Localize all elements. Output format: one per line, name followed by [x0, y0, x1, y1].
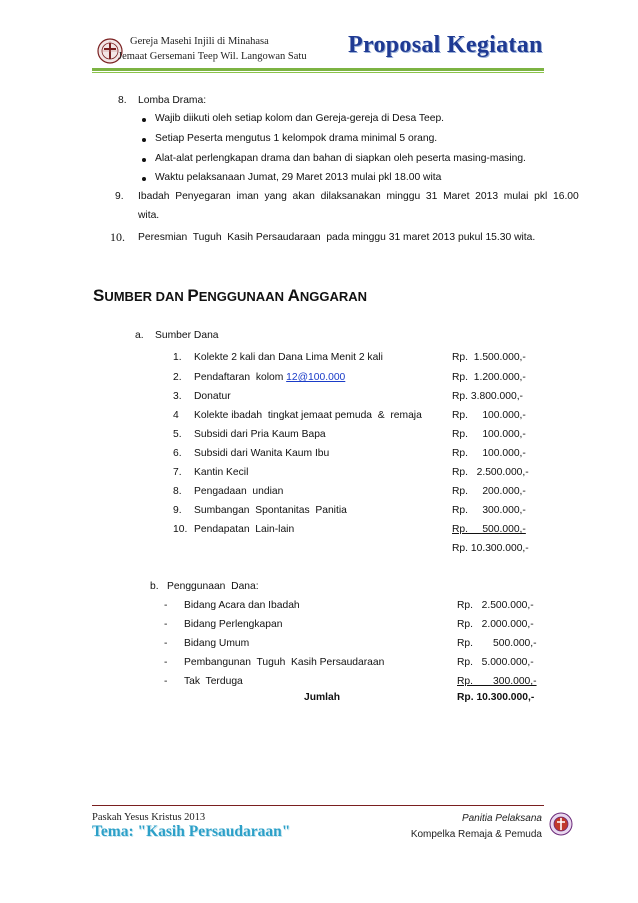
youth-logo-icon [549, 812, 573, 836]
table-row-number: 3. [173, 391, 182, 402]
table-row-dash: - [164, 638, 168, 649]
penggunaan-title: Penggunaan Dana: [167, 581, 259, 592]
item8-title: Lomba Drama: [138, 95, 207, 106]
item9-line1: Ibadah Penyegaran iman yang akan dilaksanakan minggu 31 Maret 2013 mulai pkl 16.00 [138, 191, 579, 202]
header-rule-thin [92, 72, 544, 73]
header-rule [92, 68, 544, 71]
table-row-amount: Rp. 2.500.000,- [452, 467, 529, 478]
item8-number: 8. [118, 95, 127, 106]
table-row-desc: Kantin Kecil [194, 467, 249, 478]
section-title: SUMBER DAN PENGGUNAAN ANGGARAN [93, 286, 368, 305]
table-row-amount: Rp. 500.000,- [452, 524, 526, 535]
table-row-desc: Kolekte ibadah tingkat jemaat pemuda & remaja [194, 410, 422, 421]
table-row-desc: Pendapatan Lain-lain [194, 524, 295, 535]
penggunaan-total-label: Jumlah [304, 692, 341, 703]
bullet-icon [142, 118, 146, 122]
table-row-desc: Pengadaan undian [194, 486, 284, 497]
table-row-desc: Tak Terduga [184, 676, 243, 687]
table-row-number: 1. [173, 352, 182, 363]
table-row-number: 10. [173, 524, 188, 535]
table-row-amount: Rp. 3.800.000,- [452, 391, 523, 402]
table-row-amount: Rp. 1.200.000,- [452, 372, 526, 383]
penggunaan-label: b. [150, 581, 159, 592]
table-row-amount: Rp. 500.000,- [457, 638, 537, 649]
sumber-total: Rp. 10.300.000,- [452, 543, 529, 554]
item10-number: 10. [110, 230, 125, 244]
table-row-amount: Rp. 200.000,- [452, 486, 526, 497]
item9-line2: wita. [138, 210, 160, 221]
table-row-dash: - [164, 676, 168, 687]
table-row-dash: - [164, 657, 168, 668]
footer-event: Paskah Yesus Kristus 2013 [92, 812, 206, 823]
table-row-dash: - [164, 619, 168, 630]
item8-bullet-1: Wajib diikuti oleh setiap kolom dan Gereja-gereja di Desa Teep. [155, 113, 445, 124]
table-row-amount: Rp. 100.000,- [452, 448, 526, 459]
table-row-amount: Rp. 100.000,- [452, 429, 526, 440]
table-row-amount: Rp. 2.000.000,- [457, 619, 534, 630]
bullet-icon [142, 158, 146, 162]
table-row-desc: Kolekte 2 kali dan Dana Lima Menit 2 kali [194, 352, 383, 363]
table-row-desc: Bidang Perlengkapan [184, 619, 283, 630]
table-row-number: 7. [173, 467, 182, 478]
table-row-dash: - [164, 600, 168, 611]
sumber-label: a. [135, 330, 144, 341]
table-row-amount: Rp. 2.500.000,- [457, 600, 534, 611]
item10-text: Peresmian Tuguh Kasih Persaudaraan pada minggu 31 maret 2013 pukul 15.30 wita. [138, 232, 536, 243]
table-row-number: 4 [173, 410, 179, 421]
footer-theme: Tema: "Kasih Persaudaraan" [92, 823, 291, 840]
header-title: Proposal Kegiatan [348, 32, 543, 58]
table-row-desc: Donatur [194, 391, 231, 402]
table-row-number: 2. [173, 372, 182, 383]
sumber-title: Sumber Dana [155, 330, 219, 341]
table-row-number: 6. [173, 448, 182, 459]
table-row-desc: Sumbangan Spontanitas Panitia [194, 505, 347, 516]
table-row-number: 9. [173, 505, 182, 516]
item8-bullet-4: Waktu pelaksanaan Jumat, 29 Maret 2013 mulai pkl 18.00 wita [155, 172, 442, 183]
bullet-icon [142, 138, 146, 142]
table-row-amount: Rp. 100.000,- [452, 410, 526, 421]
table-row-desc: Pembangunan Tuguh Kasih Persaudaraan [184, 657, 385, 668]
header-org-line2: Jemaat Gersemani Teep Wil. Langowan Satu [118, 51, 307, 62]
table-row-amount: Rp. 300.000,- [452, 505, 526, 516]
table-row-desc: Bidang Umum [184, 638, 250, 649]
table-row-number: 5. [173, 429, 182, 440]
table-row-amount: Rp. 1.500.000,- [452, 352, 526, 363]
email-link[interactable]: 12@100.000 [286, 372, 346, 383]
table-row-desc: Pendaftaran kolom 12@100.000 [194, 372, 346, 383]
footer-organizer: Kompelka Remaja & Pemuda [410, 829, 542, 840]
bullet-icon [142, 177, 146, 181]
header-org-line1: Gereja Masehi Injili di Minahasa [130, 36, 269, 47]
item8-bullet-3: Alat-alat perlengkapan drama dan bahan di siapkan oleh peserta masing-masing. [155, 153, 526, 164]
penggunaan-total: Rp. 10.300.000,- [457, 692, 535, 703]
table-row-number: 8. [173, 486, 182, 497]
footer-committee: Panitia Pelaksana [461, 813, 542, 824]
footer-rule [92, 805, 544, 806]
table-row-desc: Subsidi dari Pria Kaum Bapa [194, 429, 326, 440]
table-row-desc: Bidang Acara dan Ibadah [184, 600, 300, 611]
table-row-amount: Rp. 5.000.000,- [457, 657, 534, 668]
table-row-amount: Rp. 300.000,- [457, 676, 537, 687]
item9-number: 9. [115, 191, 124, 202]
item8-bullet-2: Setiap Peserta mengutus 1 kelompok drama minimal 5 orang. [155, 133, 438, 144]
table-row-desc: Subsidi dari Wanita Kaum Ibu [194, 448, 330, 459]
